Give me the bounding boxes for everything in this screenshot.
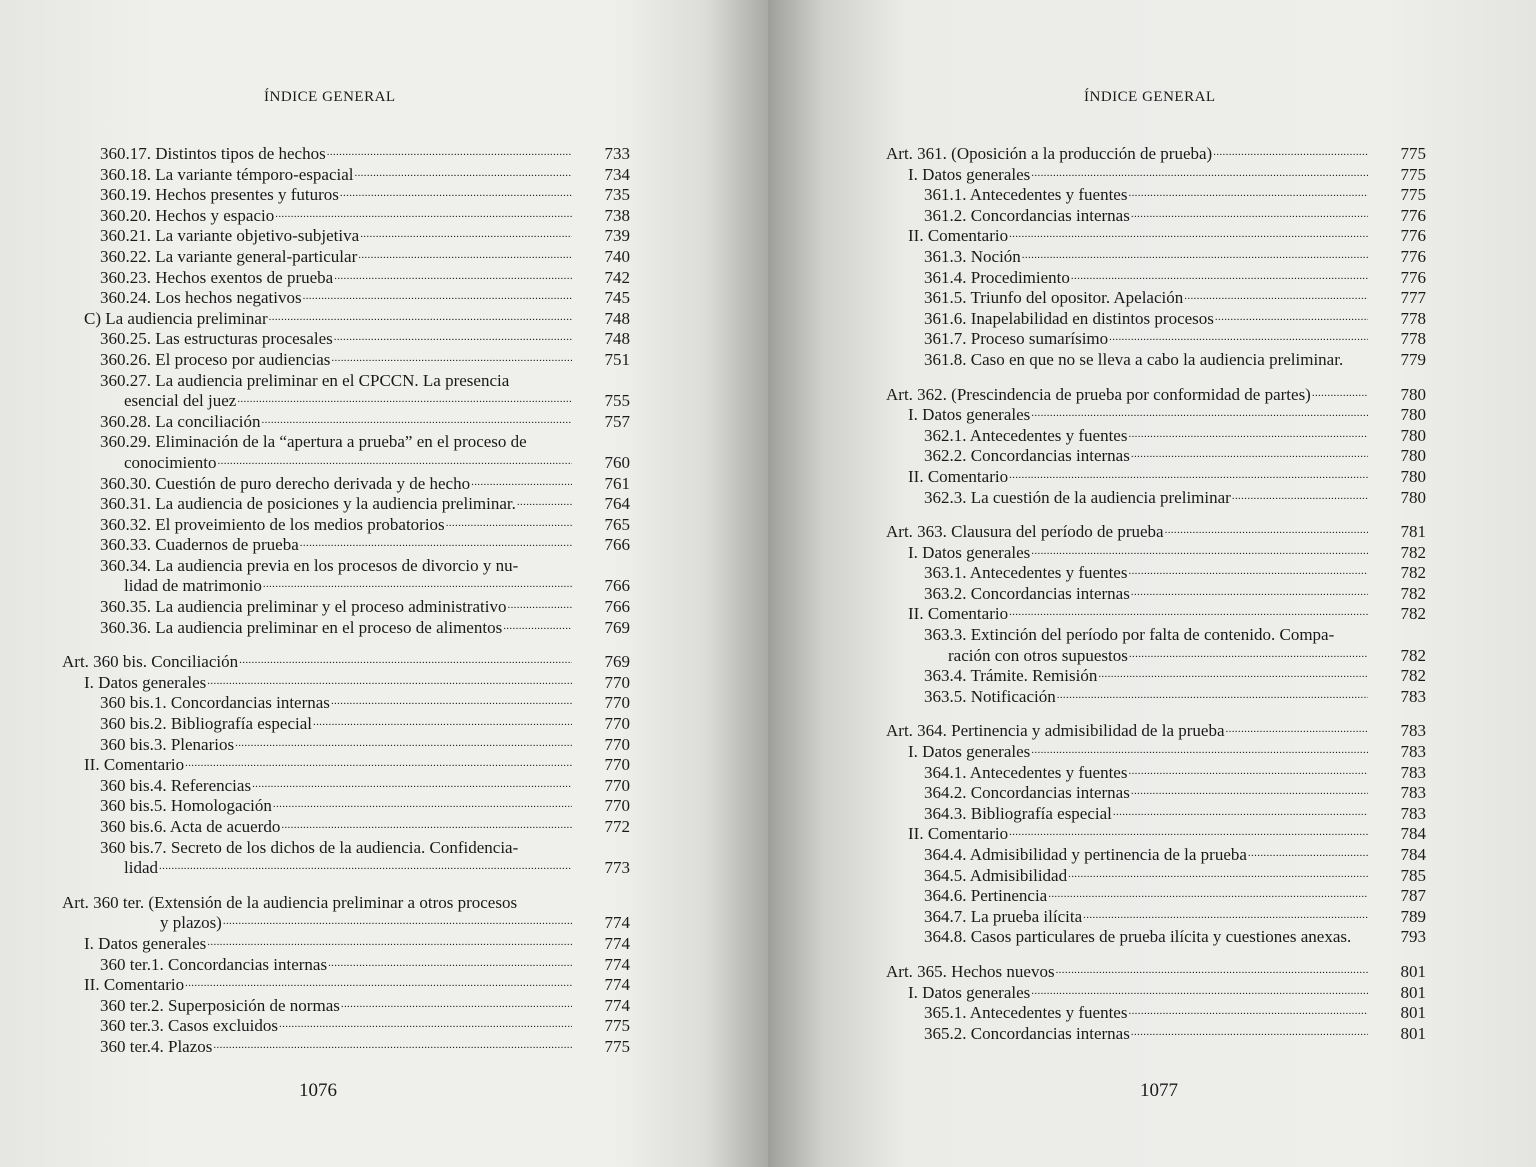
toc-entry-page: 757 xyxy=(604,411,630,431)
toc-entry-page: 774 xyxy=(604,995,630,1015)
toc-entry xyxy=(886,144,1426,165)
toc-entry-page: 769 xyxy=(604,652,630,672)
toc-entry xyxy=(886,604,1426,625)
toc-entry-title: I. Datos generales xyxy=(84,672,207,692)
toc-entry xyxy=(62,714,630,735)
toc-entry-page: 748 xyxy=(604,308,630,328)
toc-entry-title: 364.3. Bibliografía especial xyxy=(924,803,1112,823)
toc-entry-title: 364.4. Admisibilidad y pertinencia de la prueba xyxy=(924,845,1247,864)
toc-entry-first-line: 360.34. La audiencia previa en los procesos de divorcio y nu- xyxy=(100,555,519,575)
toc-entry-page: 783 xyxy=(1400,686,1426,706)
toc-entry-title: esencial del juez xyxy=(124,391,237,411)
toc-entry-title: 363.2. Concordancias internas xyxy=(924,583,1130,603)
toc-entry-page: 782 xyxy=(1400,542,1426,562)
toc-entry xyxy=(886,426,1426,447)
toc-entry xyxy=(886,350,1426,371)
toc-entry-page: 772 xyxy=(604,817,630,836)
toc-entry-title: 360 ter.3. Casos excluidos xyxy=(100,1016,279,1036)
toc-entry xyxy=(62,165,630,186)
toc-entry-page: 733 xyxy=(604,144,630,163)
toc-entry-page: 773 xyxy=(604,858,630,878)
toc-entry xyxy=(886,288,1426,309)
toc-entry-title: 361.1. Antecedentes y fuentes xyxy=(924,185,1128,205)
toc-entry-title: 361.2. Concordancias internas xyxy=(924,205,1130,225)
toc-entry-page: 739 xyxy=(604,226,630,246)
toc-entry xyxy=(886,206,1426,227)
toc-entry xyxy=(62,247,630,268)
toc-entry-title: 360.30. Cuestión de puro derecho derivada y de hecho xyxy=(100,473,471,493)
toc-entry-title: 360.31. La audiencia de posiciones y la audiencia preliminar. xyxy=(100,494,516,514)
toc-entry-title: 360 ter.1. Concordancias internas xyxy=(100,954,328,974)
toc-entry-title: 364.7. La prueba ilícita xyxy=(924,906,1083,926)
toc-entry xyxy=(62,432,630,473)
toc-entry-page: 766 xyxy=(604,576,630,596)
toc-entry-title: 360.33. Cuadernos de prueba xyxy=(100,535,299,555)
toc-entry-title: 365.1. Antecedentes y fuentes xyxy=(924,1003,1128,1023)
toc-entry xyxy=(886,886,1426,907)
toc-entry-page: 789 xyxy=(1400,906,1426,926)
toc-entry-title: II. Comentario xyxy=(908,824,1009,844)
toc-entry-page: 734 xyxy=(604,164,630,184)
toc-entry-title: 360.22. La variante general-particular xyxy=(100,246,358,266)
toc-entry-title: I. Datos generales xyxy=(908,164,1031,184)
toc-entry xyxy=(886,268,1426,289)
toc-entry-page: 780 xyxy=(1400,405,1426,425)
toc-entry-title: 363.1. Antecedentes y fuentes xyxy=(924,563,1128,583)
toc-entry-page: 770 xyxy=(604,796,630,816)
toc-entry-page: 783 xyxy=(1400,783,1426,803)
toc-entry xyxy=(886,962,1426,983)
toc-entry-title: 360 bis.6. Acta de acuerdo xyxy=(100,817,281,836)
toc-entry-page: 776 xyxy=(1400,267,1426,287)
toc-entry-title: 360 bis.4. Referencias xyxy=(100,775,252,795)
toc-entry-title: 364.2. Concordancias internas xyxy=(924,783,1130,803)
toc-entry xyxy=(886,742,1426,763)
toc-entry-title: 361.6. Inapelabilidad en distintos procesos xyxy=(924,308,1214,328)
toc-entry-page: 778 xyxy=(1400,329,1426,349)
toc-entry-page: 779 xyxy=(1400,349,1426,369)
toc-entry-page: 770 xyxy=(604,755,630,775)
toc-entry xyxy=(886,1003,1426,1024)
toc-entry xyxy=(886,721,1426,742)
toc-entry-title: 360.21. La variante objetivo-subjetiva xyxy=(100,226,360,246)
toc-entry-title: I. Datos generales xyxy=(908,742,1031,762)
toc-entry-page: 770 xyxy=(604,672,630,692)
toc-entry xyxy=(886,845,1426,866)
toc-entry-page: 783 xyxy=(1400,742,1426,762)
toc-entry-page: 775 xyxy=(1400,144,1426,163)
toc-entry-title: 363.4. Trámite. Remisión xyxy=(924,666,1098,686)
toc-entry xyxy=(62,288,630,309)
toc-entry xyxy=(62,652,630,673)
page-number: 1076 xyxy=(299,1080,337,1101)
toc-entry xyxy=(62,494,630,515)
toc-entry-title: Art. 361. (Oposición a la producción de prueba) xyxy=(886,144,1213,163)
toc-entry-page: 780 xyxy=(1400,487,1426,507)
toc-entry-page: 740 xyxy=(604,246,630,266)
toc-entry-title: 360 ter.4. Plazos xyxy=(100,1036,213,1056)
toc-entry xyxy=(886,824,1426,845)
toc-entry-page: 765 xyxy=(604,514,630,534)
toc-entry-title: 361.7. Proceso sumarísimo xyxy=(924,329,1109,349)
toc-entry-title: conocimiento xyxy=(124,452,217,472)
toc-entry-title: 364.8. Casos particulares de prueba ilícita y cuestiones anexas. xyxy=(924,927,1352,947)
toc-entry-first-line: 360 bis.7. Secreto de los dichos de la audiencia. Confidencia- xyxy=(100,837,519,857)
toc-entry-page: 766 xyxy=(604,535,630,555)
toc-entry-title: 360 bis.1. Concordancias internas xyxy=(100,693,330,713)
toc-entry-title: Art. 365. Hechos nuevos xyxy=(886,961,1055,981)
toc-entry-page: 782 xyxy=(1400,666,1426,686)
toc-entry xyxy=(886,983,1426,1004)
toc-entry xyxy=(886,927,1426,948)
toc-entry-title: 360.35. La audiencia preliminar y el proceso administrativo xyxy=(100,597,507,617)
toc-entry-title: 360.28. La conciliación xyxy=(100,411,261,431)
toc-entry xyxy=(886,522,1426,543)
toc-entry xyxy=(62,226,630,247)
toc-entry xyxy=(886,687,1426,708)
toc-entry-title: 365.2. Concordancias internas xyxy=(924,1023,1130,1043)
toc-entry-first-line: 360.29. Eliminación de la “apertura a prueba” en el proceso de xyxy=(100,432,527,452)
toc-entry xyxy=(62,474,630,495)
toc-entry-page: 770 xyxy=(604,714,630,734)
toc-entry-title: I. Datos generales xyxy=(908,542,1031,562)
page-number: 1077 xyxy=(1140,1080,1178,1101)
toc-entry xyxy=(62,618,630,639)
toc-entry-title: 360.18. La variante témporo-espacial xyxy=(100,164,354,184)
toc-entry-title: Art. 363. Clausura del período de prueba xyxy=(886,522,1164,542)
toc-entry-title: 360.19. Hechos presentes y futuros xyxy=(100,185,339,205)
toc-entry xyxy=(62,817,630,838)
toc-entry-page: 782 xyxy=(1400,563,1426,583)
toc-entry-page: 775 xyxy=(604,1016,630,1036)
toc-entry-page: 777 xyxy=(1400,288,1426,308)
toc-entry xyxy=(886,446,1426,467)
toc-entry-page: 781 xyxy=(1400,522,1426,542)
toc-entry xyxy=(886,226,1426,247)
toc-entry-page: 780 xyxy=(1400,384,1426,404)
toc-entry-page: 770 xyxy=(604,734,630,754)
toc-entry xyxy=(886,804,1426,825)
toc-entry-page: 775 xyxy=(604,1036,630,1056)
toc-entry xyxy=(886,385,1426,406)
toc-entry xyxy=(62,371,630,412)
toc-entry xyxy=(886,783,1426,804)
toc-entry xyxy=(886,763,1426,784)
right-page xyxy=(768,0,1536,1167)
toc-entry-page: 769 xyxy=(604,617,630,637)
toc-entry xyxy=(886,165,1426,186)
toc-entry xyxy=(62,975,630,996)
toc-entry-title: 362.2. Concordancias internas xyxy=(924,446,1130,466)
toc-entry xyxy=(62,1016,630,1037)
toc-entry-title: 361.5. Triunfo del opositor. Apelación xyxy=(924,288,1184,308)
toc-entry-page: 782 xyxy=(1400,604,1426,624)
toc-entry-title: 360 bis.2. Bibliografía especial xyxy=(100,714,312,734)
toc-entry xyxy=(62,735,630,756)
toc-entry xyxy=(62,776,630,797)
toc-entry xyxy=(886,866,1426,887)
toc-entry-page: 793 xyxy=(1400,927,1426,947)
toc-entry-title: 360.24. Los hechos negativos xyxy=(100,288,302,308)
toc-entry xyxy=(886,625,1426,666)
toc-entry xyxy=(62,206,630,227)
toc-entry-page: 755 xyxy=(604,391,630,411)
toc-entry-title: lidad de matrimonio xyxy=(124,576,262,596)
toc-entry-page: 783 xyxy=(1400,803,1426,823)
toc-entry xyxy=(62,185,630,206)
toc-list xyxy=(886,144,1426,1044)
toc-entry-first-line: Art. 360 ter. (Extensión de la audiencia preliminar a otros procesos xyxy=(62,892,518,912)
toc-entry-page: 784 xyxy=(1400,824,1426,844)
toc-entry-page: 751 xyxy=(604,349,630,369)
toc-entry xyxy=(62,755,630,776)
toc-entry-title: lidad xyxy=(124,858,158,878)
toc-entry-page: 801 xyxy=(1400,982,1426,1002)
toc-entry-page: 787 xyxy=(1400,886,1426,906)
toc-entry-title: 360.20. Hechos y espacio xyxy=(100,205,275,225)
toc-entry-page: 778 xyxy=(1400,308,1426,328)
toc-entry-title: C) La audiencia preliminar xyxy=(84,308,268,328)
toc-entry-title: 360.23. Hechos exentos de prueba xyxy=(100,267,334,287)
toc-entry-title: Art. 360 bis. Conciliación xyxy=(62,652,239,672)
toc-entry-first-line: 360.27. La audiencia preliminar en el CPCCN. La presencia xyxy=(100,370,510,390)
toc-entry xyxy=(62,996,630,1017)
toc-entry-page: 776 xyxy=(1400,205,1426,225)
toc-entry-title: 360 bis.3. Plenarios xyxy=(100,734,235,754)
toc-entry-page: 774 xyxy=(604,975,630,995)
toc-entry xyxy=(886,584,1426,605)
toc-entry-page: 745 xyxy=(604,288,630,308)
toc-entry-page: 776 xyxy=(1400,246,1426,266)
toc-entry-page: 760 xyxy=(604,452,630,472)
toc-entry-title: 363.5. Notificación xyxy=(924,686,1056,706)
toc-entry-title: 360.36. La audiencia preliminar en el proceso de alimentos xyxy=(100,617,503,637)
toc-entry-title: ración con otros supuestos xyxy=(948,645,1128,665)
toc-entry-title: y plazos) xyxy=(160,913,222,933)
toc-entry-title: 361.3. Noción xyxy=(924,246,1021,266)
toc-entry xyxy=(62,556,630,597)
toc-entry-page: 761 xyxy=(604,473,630,493)
toc-entry-title: II. Comentario xyxy=(908,604,1009,624)
toc-entry-title: II. Comentario xyxy=(908,466,1009,486)
toc-entry xyxy=(886,907,1426,928)
toc-entry xyxy=(62,515,630,536)
toc-entry xyxy=(62,412,630,433)
toc-entry-page: 774 xyxy=(604,933,630,953)
toc-entry xyxy=(886,488,1426,509)
toc-entry-title: 360 ter.2. Superposición de normas xyxy=(100,995,340,1015)
toc-entry xyxy=(886,543,1426,564)
toc-entry xyxy=(62,144,630,165)
toc-entry xyxy=(886,405,1426,426)
toc-entry-page: 780 xyxy=(1400,446,1426,466)
toc-entry-page: 774 xyxy=(604,954,630,974)
toc-entry xyxy=(886,309,1426,330)
toc-entry-title: 362.3. La cuestión de la audiencia preliminar xyxy=(924,487,1231,507)
toc-entry xyxy=(62,268,630,289)
toc-entry-page: 776 xyxy=(1400,226,1426,246)
toc-entry xyxy=(62,673,630,694)
toc-entry-page: 770 xyxy=(604,775,630,795)
toc-entry-page: 764 xyxy=(604,494,630,514)
toc-entry xyxy=(62,535,630,556)
toc-entry xyxy=(62,796,630,817)
toc-entry-page: 782 xyxy=(1400,645,1426,665)
toc-entry-page: 766 xyxy=(604,597,630,617)
toc-entry xyxy=(62,350,630,371)
toc-entry-title: II. Comentario xyxy=(84,755,185,775)
toc-entry xyxy=(62,1037,630,1058)
toc-entry-title: I. Datos generales xyxy=(908,405,1031,425)
toc-entry-page: 770 xyxy=(604,693,630,713)
toc-entry-page: 801 xyxy=(1400,1003,1426,1023)
toc-entry xyxy=(886,329,1426,350)
toc-entry-title: I. Datos generales xyxy=(84,933,207,953)
toc-entry xyxy=(62,329,630,350)
toc-entry xyxy=(886,247,1426,268)
toc-entry-title: 361.8. Caso en que no se lleva a cabo la audiencia preliminar. xyxy=(924,349,1344,369)
toc-entry-page: 784 xyxy=(1400,845,1426,864)
toc-entry-title: 362.1. Antecedentes y fuentes xyxy=(924,425,1128,445)
toc-entry xyxy=(62,893,630,934)
toc-entry-title: 360.26. El proceso por audiencias xyxy=(100,349,331,369)
toc-entry-page: 801 xyxy=(1400,1023,1426,1043)
toc-entry xyxy=(886,185,1426,206)
toc-entry-first-line: 363.3. Extinción del período por falta de contenido. Compa- xyxy=(924,625,1335,645)
running-head: ÍNDICE GENERAL xyxy=(264,89,396,105)
running-head: ÍNDICE GENERAL xyxy=(1084,89,1216,105)
toc-entry-page: 774 xyxy=(604,913,630,933)
toc-entry-title: 360.32. El proveimiento de los medios probatorios xyxy=(100,514,445,534)
toc-entry-page: 780 xyxy=(1400,425,1426,445)
toc-entry-title: Art. 362. (Prescindencia de prueba por conformidad de partes) xyxy=(886,384,1311,404)
toc-entry-title: 364.1. Antecedentes y fuentes xyxy=(924,762,1128,782)
toc-entry-page: 735 xyxy=(604,185,630,205)
toc-entry-page: 775 xyxy=(1400,185,1426,205)
toc-entry-page: 783 xyxy=(1400,721,1426,741)
toc-entry xyxy=(62,838,630,879)
toc-entry-title: 364.5. Admisibilidad xyxy=(924,865,1068,885)
toc-entry-page: 780 xyxy=(1400,466,1426,486)
toc-entry xyxy=(62,955,630,976)
toc-entry-title: 364.6. Pertinencia xyxy=(924,886,1048,906)
toc-entry xyxy=(62,934,630,955)
toc-entry xyxy=(886,666,1426,687)
toc-entry-page: 783 xyxy=(1400,762,1426,782)
toc-entry-title: 360.17. Distintos tipos de hechos xyxy=(100,144,326,163)
toc-entry-page: 742 xyxy=(604,267,630,287)
toc-entry-page: 785 xyxy=(1400,865,1426,885)
toc-entry xyxy=(886,1024,1426,1045)
toc-entry-title: 361.4. Procedimiento xyxy=(924,267,1070,287)
toc-entry-title: II. Comentario xyxy=(84,975,185,995)
toc-entry-title: Art. 364. Pertinencia y admisibilidad de la prueba xyxy=(886,721,1225,741)
toc-entry xyxy=(886,467,1426,488)
toc-entry-page: 738 xyxy=(604,205,630,225)
toc-entry-page: 775 xyxy=(1400,164,1426,184)
toc-list xyxy=(62,144,630,1058)
toc-entry-title: I. Datos generales xyxy=(908,982,1031,1002)
toc-entry-page: 748 xyxy=(604,329,630,349)
toc-entry-title: 360.25. Las estructuras procesales xyxy=(100,329,333,349)
toc-entry-page: 801 xyxy=(1400,961,1426,981)
toc-entry-title: 360 bis.5. Homologación xyxy=(100,796,272,816)
toc-entry xyxy=(62,309,630,330)
toc-entry-title: II. Comentario xyxy=(908,226,1009,246)
toc-entry-page: 782 xyxy=(1400,583,1426,603)
toc-entry xyxy=(62,597,630,618)
toc-entry xyxy=(62,693,630,714)
toc-entry xyxy=(886,563,1426,584)
